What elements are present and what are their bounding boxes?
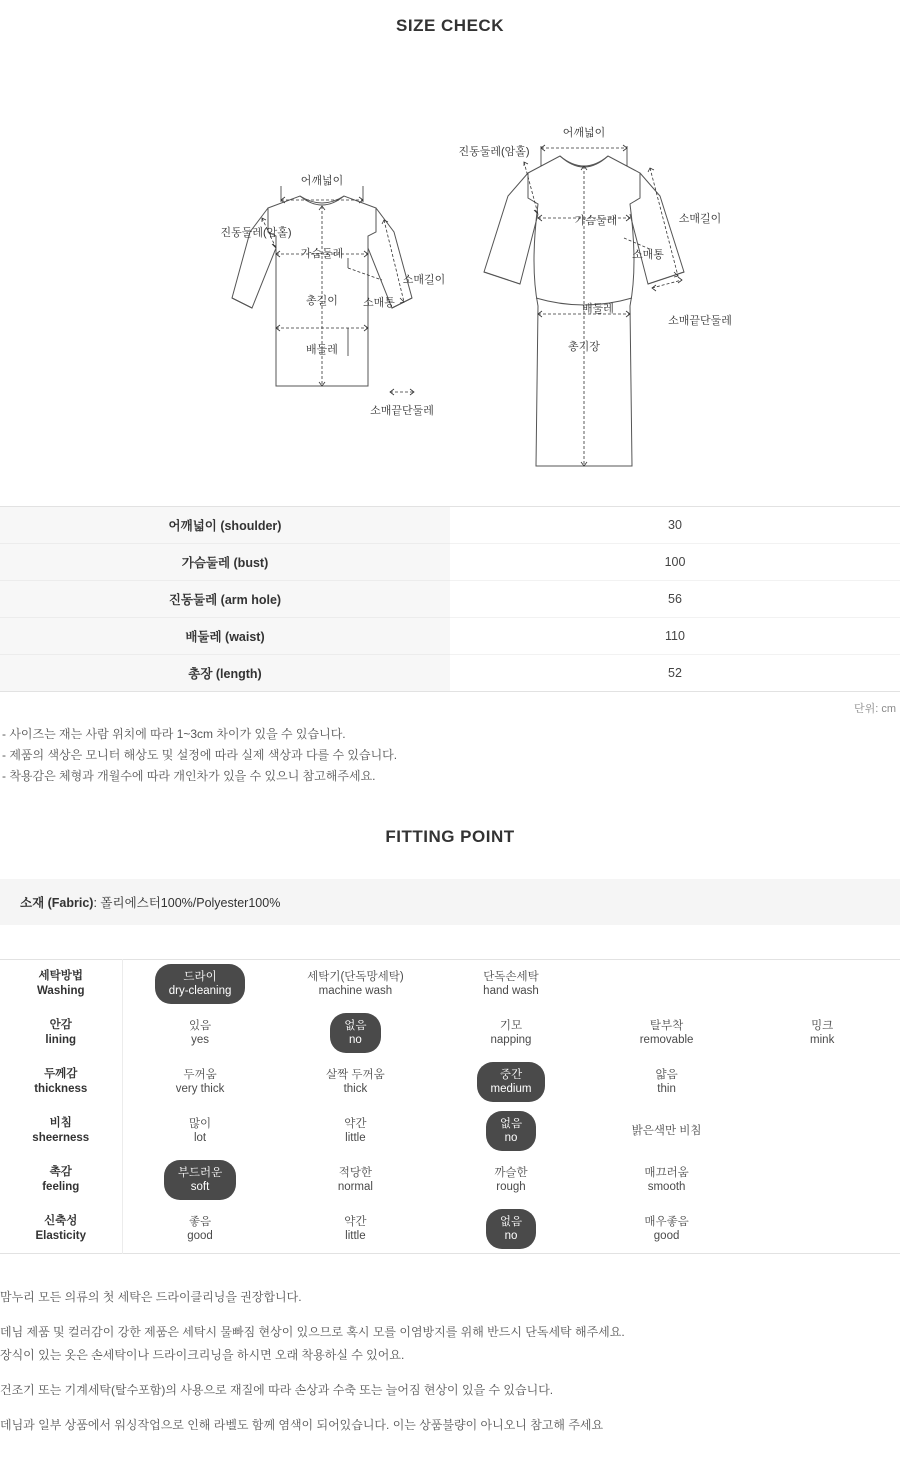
care-option-ko: 없음 (499, 1118, 523, 1130)
garment-measurement-diagram (0, 36, 900, 506)
fabric-label: 소재 (Fabric) (20, 896, 94, 910)
care-option-en: smooth (647, 1181, 686, 1193)
care-option-en: thick (343, 1083, 368, 1095)
svg-text:어깨넓이: 어깨넓이 (300, 175, 344, 187)
care-note: 데님과 일부 상품에서 워싱작업으로 인해 라벨도 함께 염색이 되어있습니다. 이는 상품불량이 아니오니 참고해 주세요 (0, 1418, 604, 1432)
care-option-cell (744, 960, 900, 1009)
size-row-value: 100 (450, 544, 900, 581)
care-option-ko: 없음 (499, 1215, 523, 1228)
care-option-en: lot (193, 1132, 207, 1144)
table-row (0, 581, 900, 618)
care-option-en: removable (639, 1034, 694, 1046)
size-row-label: 배둘레 (waist) (0, 618, 450, 655)
svg-text:소매통: 소매통 (363, 297, 395, 309)
size-row-label: 어깨넓이 (shoulder) (0, 507, 450, 544)
care-row-head-en: Washing (37, 985, 85, 998)
care-option-cell[interactable] (433, 960, 589, 1009)
care-row-head-ko: 촉감 (49, 1166, 72, 1178)
care-table (0, 959, 900, 1254)
care-option-ko: 매끄러움 (644, 1167, 689, 1179)
care-table-row (0, 1205, 900, 1254)
care-option (655, 1068, 677, 1096)
care-option-cell[interactable] (744, 1009, 900, 1058)
care-option-cell[interactable] (122, 1009, 278, 1058)
care-row-head (0, 1058, 122, 1107)
care-note: 데님 제품 및 컬러감이 강한 제품은 세탁시 물빠짐 현상이 있으므로 혹시 모를 이염방지를 위해 반드시 단독세탁 해주세요. (0, 1325, 625, 1339)
svg-text:진동둘레(암홀): 진동둘레(암홀) (220, 227, 292, 239)
care-option-ko: 많이 (188, 1118, 212, 1130)
care-bottom-notes (0, 1288, 900, 1435)
svg-text:총기장: 총기장 (568, 341, 600, 353)
svg-text:가슴둘레: 가슴둘레 (300, 248, 344, 260)
care-option-en: no (504, 1229, 518, 1242)
care-option-cell[interactable] (278, 1205, 434, 1254)
care-option-ko: 기모 (499, 1020, 523, 1032)
size-table (0, 506, 900, 692)
care-option-cell[interactable] (589, 1205, 745, 1254)
care-option-en: dry-cleaning (168, 985, 232, 998)
care-option-ko: 얇음 (655, 1069, 678, 1081)
care-option (644, 1215, 688, 1243)
table-row (0, 507, 900, 544)
svg-text:배둘레: 배둘레 (582, 303, 614, 315)
care-option-cell[interactable] (122, 1058, 278, 1107)
care-option (632, 1124, 702, 1138)
care-option-ko: 약간 (344, 1215, 367, 1228)
care-option-ko: 좋음 (188, 1215, 212, 1228)
care-option-en: no (504, 1132, 518, 1144)
care-option-cell[interactable] (278, 1009, 434, 1058)
care-row-head-ko: 신축성 (44, 1214, 78, 1227)
care-option-ko: 두꺼움 (183, 1069, 217, 1081)
care-option-en: machine wash (318, 985, 393, 998)
size-diagram (0, 36, 900, 506)
care-option-en: thin (657, 1083, 676, 1095)
care-option-selected (486, 1111, 536, 1151)
size-notes (0, 716, 900, 787)
svg-text:배둘레: 배둘레 (306, 344, 338, 356)
care-option (810, 1019, 834, 1047)
care-row-head-en: lining (45, 1034, 77, 1046)
care-option-ko: 밍크 (811, 1020, 834, 1032)
svg-text:소매통: 소매통 (632, 249, 664, 261)
size-row-value: 110 (450, 618, 900, 655)
care-note: 장식이 있는 옷은 손세탁이나 드라이크리닝을 하시면 오래 착용하실 수 있어요. (0, 1348, 405, 1362)
care-option-cell[interactable] (433, 1107, 589, 1156)
care-option-ko: 부드러운 (177, 1167, 223, 1179)
care-option-en: no (348, 1034, 362, 1046)
care-row-head-en: Elasticity (35, 1229, 86, 1242)
care-option-cell[interactable] (278, 1107, 434, 1156)
care-option-en: rough (496, 1181, 526, 1193)
table-row (0, 655, 900, 692)
care-option-ko: 매우좋음 (644, 1215, 689, 1228)
care-option (338, 1166, 373, 1194)
svg-text:소매끝단둘레: 소매끝단둘레 (370, 405, 434, 417)
size-check-title: SIZE CHECK (396, 16, 504, 35)
care-option-ko: 살짝 두꺼움 (326, 1069, 385, 1081)
care-row-head-ko: 두께감 (44, 1068, 78, 1080)
care-table-row (0, 1107, 900, 1156)
care-option-ko: 중간 (499, 1069, 523, 1081)
care-option-en: yes (191, 1034, 209, 1046)
care-option-cell[interactable] (589, 1107, 745, 1156)
care-option-ko: 드라이 (183, 971, 217, 984)
care-option-cell[interactable] (433, 1009, 589, 1058)
fitting-point-title: FITTING POINT (385, 827, 515, 846)
care-option-cell[interactable] (433, 1156, 589, 1205)
size-row-label: 가슴둘레 (bust) (0, 544, 450, 581)
care-option (491, 1019, 532, 1047)
size-note-line: - 제품의 색상은 모니터 해상도 및 설정에 따라 실제 색상과 다를 수 있습니다. (2, 748, 398, 762)
size-row-value: 30 (450, 507, 900, 544)
care-option (494, 1166, 527, 1194)
care-option (344, 1117, 366, 1145)
size-row-value: 56 (450, 581, 900, 618)
care-row-head (0, 1205, 122, 1254)
care-option-cell[interactable] (278, 1156, 434, 1205)
care-option-cell (744, 1058, 900, 1107)
size-row-label: 총장 (length) (0, 655, 450, 692)
care-option (189, 1117, 211, 1145)
care-option-selected (164, 1160, 236, 1200)
care-option (483, 970, 539, 998)
care-option (344, 1215, 366, 1243)
care-option-selected (330, 1013, 380, 1053)
care-option-en: very thick (175, 1083, 225, 1095)
care-option-ko: 세탁기(단독망세탁) (307, 971, 404, 984)
svg-text:소매끝단둘레: 소매끝단둘레 (668, 315, 732, 327)
fitting-point-section (0, 827, 900, 1435)
care-option-cell (744, 1107, 900, 1156)
care-option (189, 1019, 211, 1047)
svg-text:소매길이: 소매길이 (402, 274, 446, 286)
care-option-cell[interactable] (122, 1205, 278, 1254)
care-option-cell[interactable] (122, 1107, 278, 1156)
care-option-cell[interactable] (589, 1058, 745, 1107)
care-option-cell (744, 1156, 900, 1205)
care-option-cell[interactable] (433, 1058, 589, 1107)
care-option-cell[interactable] (589, 1156, 745, 1205)
care-option-selected (155, 964, 246, 1004)
size-row-label: 진동둘레 (arm hole) (0, 581, 450, 618)
size-row-value: 52 (450, 655, 900, 692)
care-option-selected (486, 1209, 536, 1249)
care-row-head-en: thickness (34, 1083, 88, 1095)
care-row-head-ko: 세탁방법 (38, 970, 83, 983)
care-option-ko: 탈부착 (649, 1020, 684, 1032)
care-option-en: good (187, 1229, 213, 1242)
table-row (0, 618, 900, 655)
care-option-en: little (345, 1229, 366, 1242)
care-note: 맘누리 모든 의류의 첫 세탁은 드라이클리닝을 권장합니다. (0, 1290, 302, 1304)
care-option (644, 1166, 688, 1194)
fabric-value: : 폴리에스터100%/Polyester100% (93, 896, 281, 910)
care-option-ko: 없음 (344, 1020, 367, 1032)
care-option-en: hand wash (483, 985, 539, 998)
care-note: 건조기 또는 기계세탁(탈수포함)의 사용으로 재질에 따라 손상과 수축 또는 늘어짐 현상이 있을 수 있습니다. (0, 1383, 554, 1397)
care-table-row (0, 960, 900, 1009)
care-row-head-ko: 비침 (49, 1117, 72, 1129)
care-option-cell[interactable] (433, 1205, 589, 1254)
care-table-row (0, 1058, 900, 1107)
care-option-en: normal (337, 1181, 373, 1193)
care-option (187, 1215, 213, 1243)
care-option-ko: 까슬한 (494, 1167, 528, 1179)
fabric-bar (0, 879, 900, 925)
care-option (640, 1019, 694, 1047)
care-option-cell[interactable] (278, 1058, 434, 1107)
care-option-ko: 있음 (188, 1020, 212, 1032)
care-row-head (0, 1107, 122, 1156)
care-option-en: napping (490, 1034, 532, 1046)
care-row-head (0, 1156, 122, 1205)
care-row-head (0, 1009, 122, 1058)
care-option-ko: 단독손세탁 (483, 971, 539, 984)
svg-text:어깨넓이: 어깨넓이 (562, 127, 606, 139)
care-option-cell[interactable] (122, 1156, 278, 1205)
size-note-line: - 착용감은 체형과 개월수에 따라 개인차가 있을 수 있으니 참고해주세요. (2, 769, 376, 783)
care-option-en: medium (490, 1083, 532, 1095)
care-option (176, 1068, 225, 1096)
care-option-selected (477, 1062, 546, 1102)
care-option-ko: 밝은색만 비침 (631, 1125, 702, 1137)
care-option-cell (589, 960, 745, 1009)
care-option-en: mink (810, 1034, 835, 1046)
care-row-head (0, 960, 122, 1009)
care-option-en: little (345, 1132, 366, 1144)
care-option-cell (744, 1205, 900, 1254)
svg-text:총길이: 총길이 (306, 295, 338, 307)
care-table-row (0, 1156, 900, 1205)
unit-note: 단위: cm (853, 703, 896, 715)
care-option-cell[interactable] (122, 960, 278, 1009)
care-option-en: soft (190, 1181, 210, 1193)
care-option-ko: 약간 (344, 1118, 367, 1130)
svg-text:가슴둘레: 가슴둘레 (574, 215, 618, 227)
care-row-head-ko: 안감 (49, 1019, 72, 1031)
size-note-line: - 사이즈는 재는 사람 위치에 따라 1~3cm 차이가 있을 수 있습니다. (2, 727, 346, 741)
svg-text:진동둘레(암홀): 진동둘레(암홀) (458, 146, 530, 158)
care-row-head-en: sheerness (32, 1132, 90, 1144)
care-option-ko: 적당한 (338, 1167, 373, 1179)
care-table-body (0, 960, 900, 1254)
table-row (0, 544, 900, 581)
care-option (326, 1068, 385, 1096)
care-option (307, 970, 404, 998)
svg-text:소매길이: 소매길이 (678, 213, 722, 225)
care-option-cell[interactable] (589, 1009, 745, 1058)
care-option-cell[interactable] (278, 960, 434, 1009)
care-table-row (0, 1009, 900, 1058)
care-option-en: good (653, 1229, 680, 1242)
size-table-body (0, 507, 900, 692)
care-row-head-en: feeling (42, 1181, 80, 1193)
